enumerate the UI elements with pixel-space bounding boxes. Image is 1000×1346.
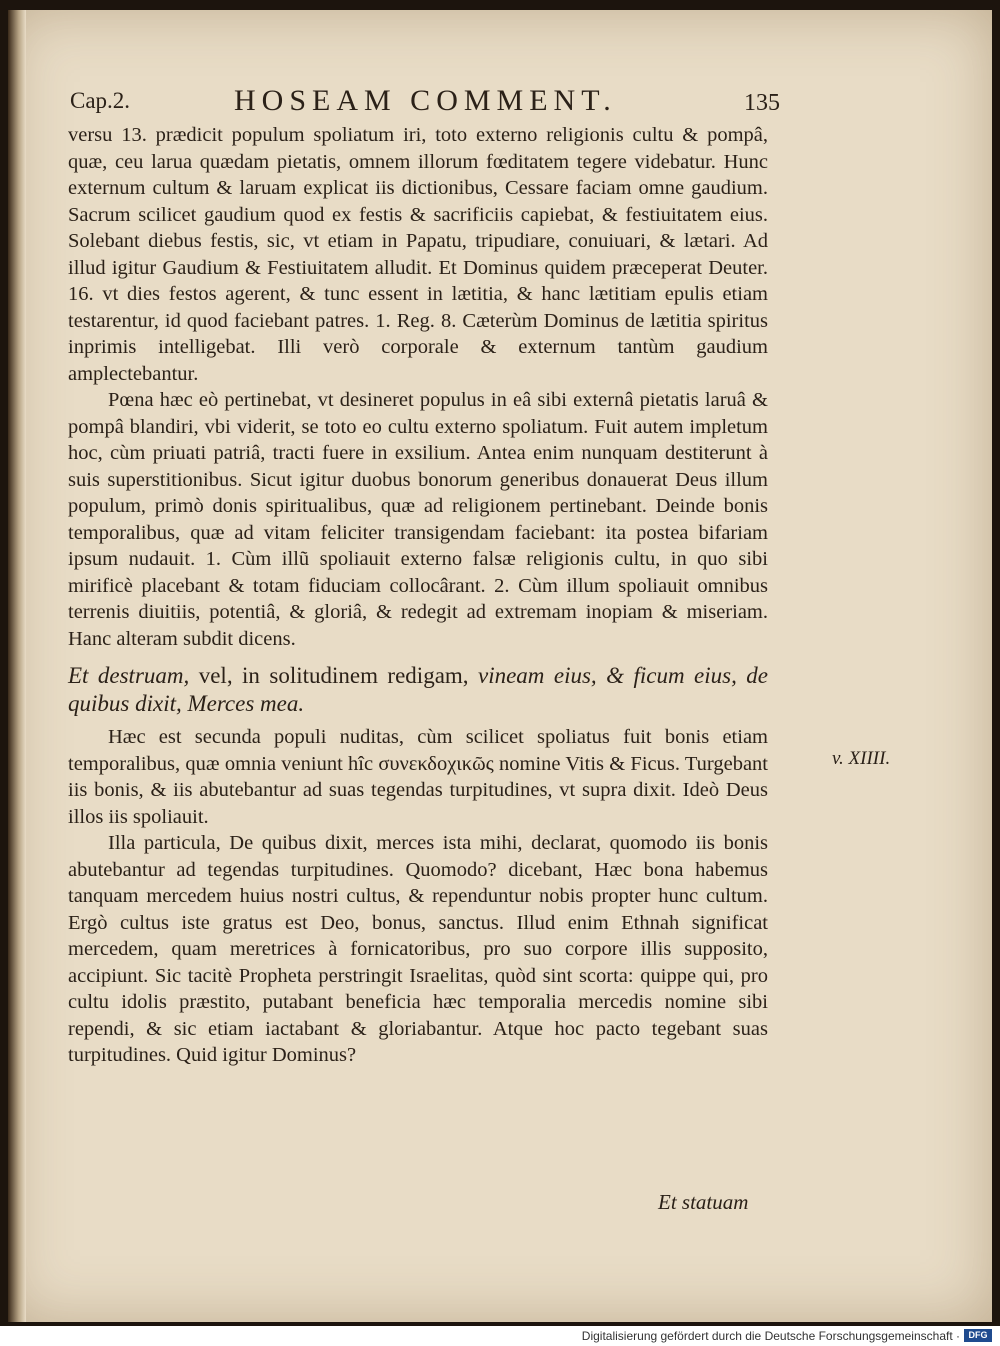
page-binding-edge: [8, 10, 26, 1322]
paragraph-2: Pœna hæc eò pertinebat, vt desineret populus in eâ sibi externâ pietatis laruâ & pompâ blandiri, vbi viderit, se toto eo cultu externo spoliatum. Fuit autem impletum hoc, cùm priuati patriâ, tracti fuere in exsilium. Antea enim nunquam destiterunt à suis superstitionibus. Sicut igitur duobus bonorum generibus donauerat Deus illum populum, primò donis spiritualibus, quæ ad religionem pertinebant. Deinde bonis temporalibus, quæ ad vitam feliciter transigendam faciebant: ita postea bifariam ipsum nudauit. 1. Cùm illũ spoliauit externo falsæ religionis cultu, in quo sibi mirificè placebant & totam fiduciam collocârant. 2. Cùm illum spoliauit omnibus terrenis diuitiis, potentiâ, & gloriâ, & redegit ad extremam inopiam & miseriam. Hanc alteram subdit dicens.: [68, 389, 768, 650]
verse-gloss: vel, in solitudinem redigam,: [189, 663, 478, 688]
verse-lemma: [68, 662, 768, 718]
funding-credit: Digitalisierung gefördert durch die Deutsche Forschungsgemeinschaft ·: [581, 1329, 960, 1343]
catchword: Et statuam: [658, 1190, 749, 1214]
verse-margin-note: v. XIIII.: [832, 748, 891, 769]
verse-lemma-start: Et destruam,: [68, 663, 190, 688]
book-page: [8, 10, 992, 1322]
commentary-text: [68, 122, 768, 1069]
paragraph-1: versu 13. prædicit populum spoliatum iri, toto externo religionis cultu & pompâ, quæ, ceu larua quædam pietatis, omnem illorum fœditatem tegere videbatur. Hunc externum cultum & laruam explicat iis dictionibus, Cessare faciam omne gaudium. Sacrum scilicet gaudium quod ex festis & sacrificiis capiebat, & festiuitatem eius. Solebant diebus festis, sic, vt etiam in Papatu, tripudiare, conuiuari, & lætari. Ad illud igitur Gaudium & Festiuitatem alludit. Et Dominus quidem præceperat Deuter. 16. vt dies festos agerent, & tunc essent in lætitia, & hanc lætitiam epulis etiam testarentur, id quod faciebant patres. 1. Reg. 8. Cæterùm Dominus de lætitia spiritus inprimis intelligebat. Illi verò corporale & externum tantùm gaudium amplectebantur.: [68, 124, 768, 385]
page-number: 135: [744, 90, 780, 116]
chapter-label: Cap.2.: [70, 88, 131, 113]
running-header: [68, 80, 778, 124]
digitization-footer: [0, 1326, 1000, 1346]
verse-lemma-end: vineam eius, & ficum eius, de quibus dixit, Merces mea.: [68, 663, 768, 716]
dfg-logo-icon: DFG: [964, 1329, 992, 1342]
running-title: HOSEAM COMMENT.: [234, 84, 617, 117]
paragraph-4: Illa particula, De quibus dixit, merces ista mihi, declarat, quomodo iis bonis abutebantur ad tegendas turpitudines. Quomodo? dicebant, Hæc bona habemus tanquam mercedem huius nostri cultus, & rependuntur nobis propter hunc cultum. Ergò cultus iste gratus est Deo, bonus, sanctus. Illud enim Ethnah significat mercedem, quam meretrices à fornicatoribus, pro suo corpore illis supposito, accipiunt. Sic tacitè Propheta perstringit Israelitas, quòd sint scorta: quippe qui, pro cultu idolis præstito, putabant beneficia hæc temporalia mercedis nomine sibi rependi, & sic etiam iactabant & gloriabantur. Atque hoc pacto tegebant suas turpitudines. Quid igitur Dominus?: [68, 832, 768, 1066]
paragraph-3: Hæc est secunda populi nuditas, cùm scilicet spoliatus fuit bonis etiam temporalibus, quæ omnia veniunt hîc συνεκδοχικῶς nomine Vitis & Ficus. Turgebant iis bonis, & iis abutebantur ad suas tegendas turpitudines, vt supra dixit. Ideò Deus illos iis spoliauit.: [68, 726, 768, 828]
